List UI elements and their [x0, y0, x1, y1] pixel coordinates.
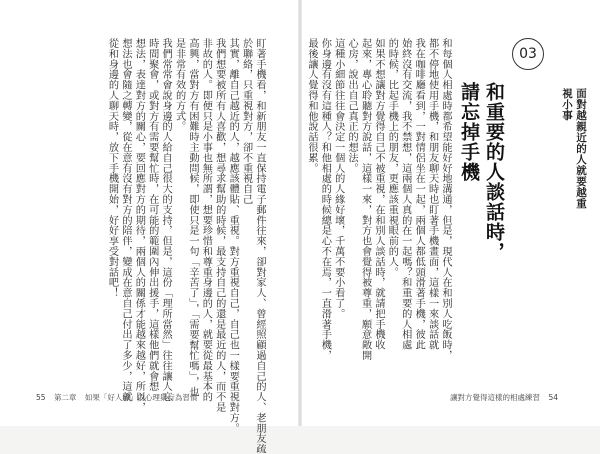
text-column: 盯著手機看，和新朋友一直保持電子郵件往來，卻對家人、曾經照顧過自己的人、老朋友疏	[254, 38, 265, 454]
text-column: 從和身邊的人聊天時，放下手機開始，好好享受對話吧！	[106, 38, 118, 298]
sidebar-line: 面對越親近的人就要越重	[575, 88, 587, 209]
text-column: 的時候，比起手機上的朋友，更應該重視眼前的人。	[386, 38, 398, 278]
section-number: 03	[519, 46, 537, 62]
page-number: 54	[548, 393, 558, 402]
page-number: 55	[36, 393, 46, 402]
section-title-line: 和重要的人談話時，	[483, 82, 505, 262]
text-column: 其實，離自己越近的人，越應該體貼、重視。對方重視自己，自己也一樣要重視對方。	[227, 38, 239, 434]
sidebar-line: 視小事	[561, 88, 573, 121]
text-column: 高興，當對方有困難時主動問候，即使只是一句「辛苦了」，「需要幫忙嗎」，也	[186, 38, 198, 398]
text-column: 想法也會隨之轉變，從在意有沒有對方的陪伴，變成在意自己付出了多少，這就	[119, 38, 131, 402]
chapter-title: 如果「好人緣」的心理與行為習慣	[84, 393, 198, 402]
text-column: 和每個人相處時都希望能好好地溝通，但是，現代人在和別人吃飯時，	[440, 38, 451, 361]
right-page	[302, 0, 600, 426]
text-column: 始終沒有交流，我不禁想，這兩個人真的在一起嗎？和重要的人相處	[399, 38, 411, 350]
text-column: 最後讓人覺得和他說話很累。	[305, 38, 317, 174]
text-column: 想法，表達對方的關心，要回應對方的期待，兩個人的關係才能越來越好，所以，	[133, 38, 145, 413]
chapter-label: 第二章	[53, 393, 77, 402]
text-column: 這種小細節往往會決定一個人的人緣好壞，千萬不要小看了。	[332, 38, 344, 319]
text-column: 我在咖啡廳看到，一對情侶坐在一起，兩個人都低頭滑著手機，彼此	[413, 38, 425, 350]
text-column: 我們常常會說身邊的人給自己很大的支持，但是，這份「理所當然」往往讓人忘	[160, 38, 172, 402]
text-column: 我們想要被所有人喜歡，想尋求幫助的時候，最支持自己的還是最近的人，而不是	[213, 38, 225, 413]
sidebar-tagline	[560, 88, 588, 209]
text-column: 你身邊有沒有這種人？和他相處的時候總是心不在焉，一直滑著手機，	[319, 38, 331, 361]
text-column: 是非常有效的方式。	[173, 38, 185, 132]
section-number-badge	[512, 38, 544, 70]
right-footer	[450, 392, 564, 403]
left-page	[0, 0, 298, 454]
text-column: 時間聚會，或對方有需要幫忙時，在可能的範圍內伸出援手，這樣他們就會想	[146, 38, 158, 392]
text-column: 非故的人。即便只是小事也無所謂，想要珍惜和尊重身邊的人，就要從最基本的	[200, 38, 212, 402]
text-column: 起來，專心聆聽對方說話，這樣一來，對方也會覺得被尊重，願意敞開	[359, 38, 371, 361]
running-title: 讓對方覺得這樣的相處練習	[450, 393, 541, 402]
text-column: 心房，說出自己真正的想法。	[346, 38, 358, 174]
text-column: 於聯絡，只重視對方，卻不重視自己	[240, 38, 252, 205]
section-title	[456, 82, 506, 262]
text-column: 如果不想讓對方覺得自己不被重視，在和別人談話時，就請把手機收	[372, 38, 384, 350]
section-title-line: 請忘掉手機	[458, 82, 480, 182]
left-footer	[36, 392, 203, 403]
right-body-text	[305, 38, 452, 361]
text-column: 都不停地使用手機，和朋友聊天時也盯著手機畫面，這樣一來談話就	[426, 38, 438, 350]
section-heading	[456, 38, 550, 356]
